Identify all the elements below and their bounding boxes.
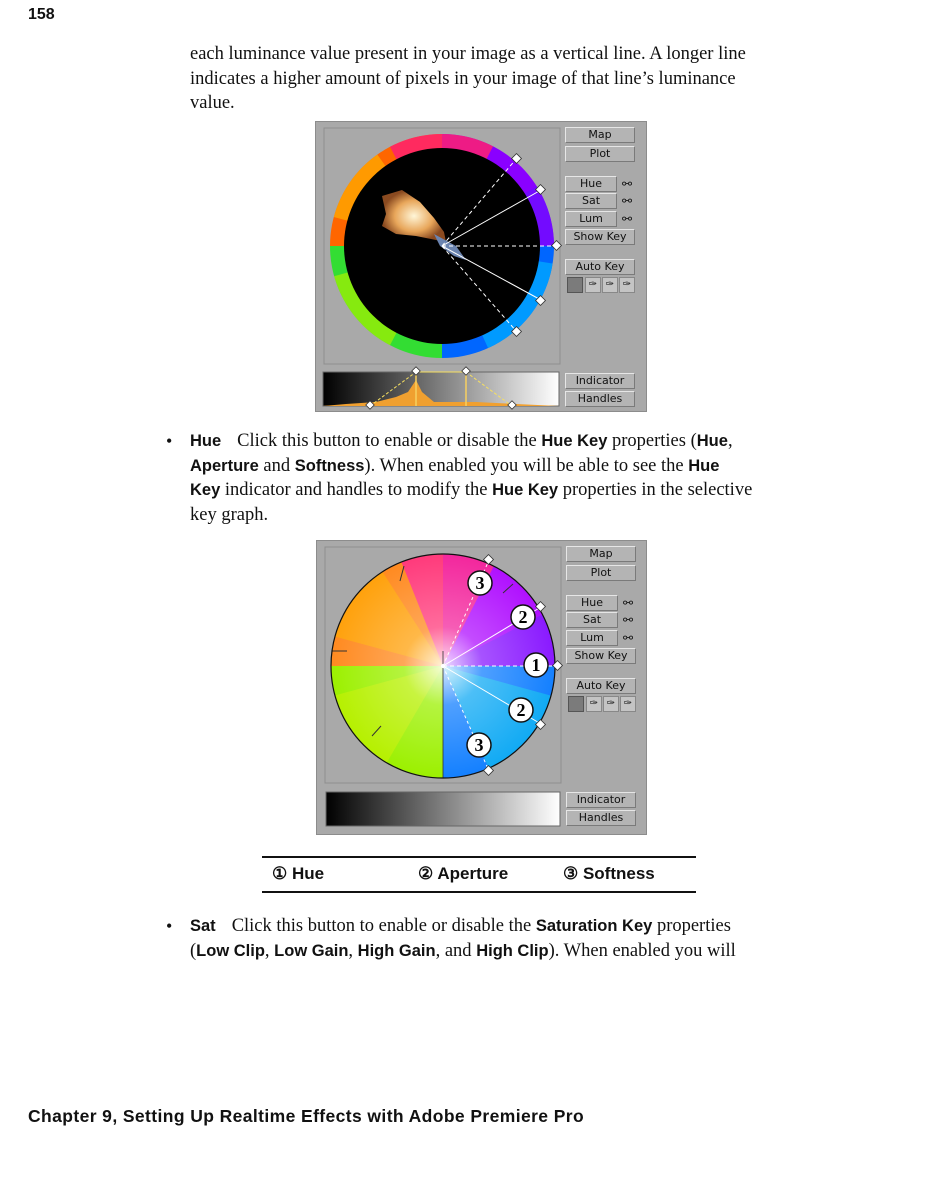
legend-hue: ① Hue	[272, 864, 325, 883]
hue-bullet-line: key graph.	[190, 504, 269, 525]
text-span: Click this button to enable or disable the	[237, 431, 542, 451]
bold-term: High Clip	[476, 941, 549, 960]
lum-button[interactable]: Lum	[565, 211, 617, 227]
chapter-footer: Chapter 9, Setting Up Realtime Effects with Adobe Premiere Pro	[28, 1106, 585, 1126]
callout-softness-bottom	[467, 733, 491, 757]
callout-number: 1	[531, 655, 541, 675]
lum-button[interactable]: Lum	[566, 630, 618, 646]
bullet: •	[166, 431, 173, 451]
callout-softness-top	[468, 571, 492, 595]
key-color-swatch[interactable]	[567, 277, 583, 293]
hue-bullet-line	[190, 429, 820, 454]
bold-term: Key	[190, 481, 221, 499]
callout-aperture-top	[511, 605, 535, 629]
map-button[interactable]: Map	[566, 546, 636, 562]
bold-term: Softness	[294, 456, 365, 475]
selective-key-graph-figure-2	[316, 540, 647, 835]
text-span: and	[258, 455, 295, 476]
key-color-swatch[interactable]	[568, 696, 584, 712]
hue-bullet-line	[190, 454, 820, 479]
text-span: (	[190, 940, 197, 961]
plot-button[interactable]: Plot	[565, 146, 635, 162]
hue-term: Hue	[190, 432, 222, 450]
intro-line: value.	[190, 93, 235, 113]
eyedropper-icon[interactable]: ✑	[586, 696, 602, 712]
text-span: , and	[435, 940, 477, 961]
legend-aperture: ② Aperture	[418, 864, 509, 883]
intro-paragraph	[190, 42, 820, 116]
callout-number: 2	[516, 700, 526, 720]
sat-bullet-line	[190, 914, 820, 939]
eyedropper-subtract-icon[interactable]: ✑	[619, 277, 635, 293]
bullet: •	[166, 916, 173, 936]
eyedropper-select-icon[interactable]: ⚯	[621, 194, 633, 208]
show-key-button[interactable]: Show Key	[565, 229, 635, 245]
sat-term: Sat	[190, 917, 216, 935]
eyedropper-select-icon[interactable]: ⚯	[622, 613, 634, 627]
eyedropper-select-icon[interactable]: ⚯	[622, 596, 634, 610]
intro-line: indicates a higher amount of pixels in your image of that line’s luminance	[190, 68, 736, 89]
hue-bullet-line	[190, 478, 820, 503]
callout-number: 2	[518, 607, 528, 627]
indicator-button[interactable]: Indicator	[565, 373, 635, 389]
intro-line: each luminance value present in your image as a vertical line. A longer line	[190, 44, 746, 64]
bold-term: Hue Key	[492, 481, 559, 499]
map-button[interactable]: Map	[565, 127, 635, 143]
bold-term: Hue Key	[541, 432, 608, 450]
eyedropper-select-icon[interactable]: ⚯	[622, 631, 634, 645]
text-span: indicator and handles to modify the	[220, 480, 493, 500]
legend-softness: ③ Softness	[563, 864, 655, 883]
hue-bullet-paragraph	[166, 429, 820, 527]
eyedropper-subtract-icon[interactable]: ✑	[620, 696, 636, 712]
callout-aperture-bottom	[509, 698, 533, 722]
bold-term: High Gain	[357, 941, 436, 960]
sat-button[interactable]: Sat	[566, 612, 618, 628]
auto-key-button[interactable]: Auto Key	[566, 678, 636, 694]
callout-number: 3	[474, 735, 484, 755]
text-span: properties (	[607, 431, 697, 451]
text-span: ,	[348, 940, 358, 961]
plot-button[interactable]: Plot	[566, 565, 636, 581]
text-span: properties in the selective	[558, 480, 753, 500]
bold-term: Saturation Key	[535, 917, 653, 935]
text-span: properties	[652, 916, 731, 936]
callout-legend	[262, 856, 696, 893]
hue-button[interactable]: Hue	[565, 176, 617, 192]
text-span: ). When enabled you will be able to see the	[364, 455, 689, 476]
page-number: 158	[28, 6, 55, 23]
eyedropper-select-icon[interactable]: ⚯	[621, 212, 633, 226]
eyedropper-add-icon[interactable]: ✑	[602, 277, 618, 293]
auto-key-button[interactable]: Auto Key	[565, 259, 635, 275]
bold-term: Hue	[696, 432, 728, 450]
eyedropper-select-icon[interactable]: ⚯	[621, 177, 633, 191]
bold-term: Aperture	[190, 456, 259, 475]
selective-key-graph-figure-1	[315, 121, 647, 412]
handles-button[interactable]: Handles	[565, 391, 635, 407]
callout-number: 3	[475, 573, 485, 593]
text-span: ,	[727, 431, 733, 451]
text-span: Click this button to enable or disable the	[231, 916, 536, 936]
bold-term: Low Gain	[274, 941, 349, 960]
sat-bullet-line	[190, 939, 820, 964]
bold-term: Hue	[688, 456, 720, 475]
sat-bullet-paragraph	[166, 914, 820, 963]
hue-button[interactable]: Hue	[566, 595, 618, 611]
indicator-button[interactable]: Indicator	[566, 792, 636, 808]
show-key-button[interactable]: Show Key	[566, 648, 636, 664]
handles-button[interactable]: Handles	[566, 810, 636, 826]
text-span: ,	[264, 940, 275, 961]
eyedropper-icon[interactable]: ✑	[585, 277, 601, 293]
sat-button[interactable]: Sat	[565, 193, 617, 209]
bold-term: Low Clip	[196, 941, 265, 960]
callout-hue	[524, 653, 548, 677]
eyedropper-add-icon[interactable]: ✑	[603, 696, 619, 712]
text-span: ). When enabled you will	[548, 940, 736, 961]
